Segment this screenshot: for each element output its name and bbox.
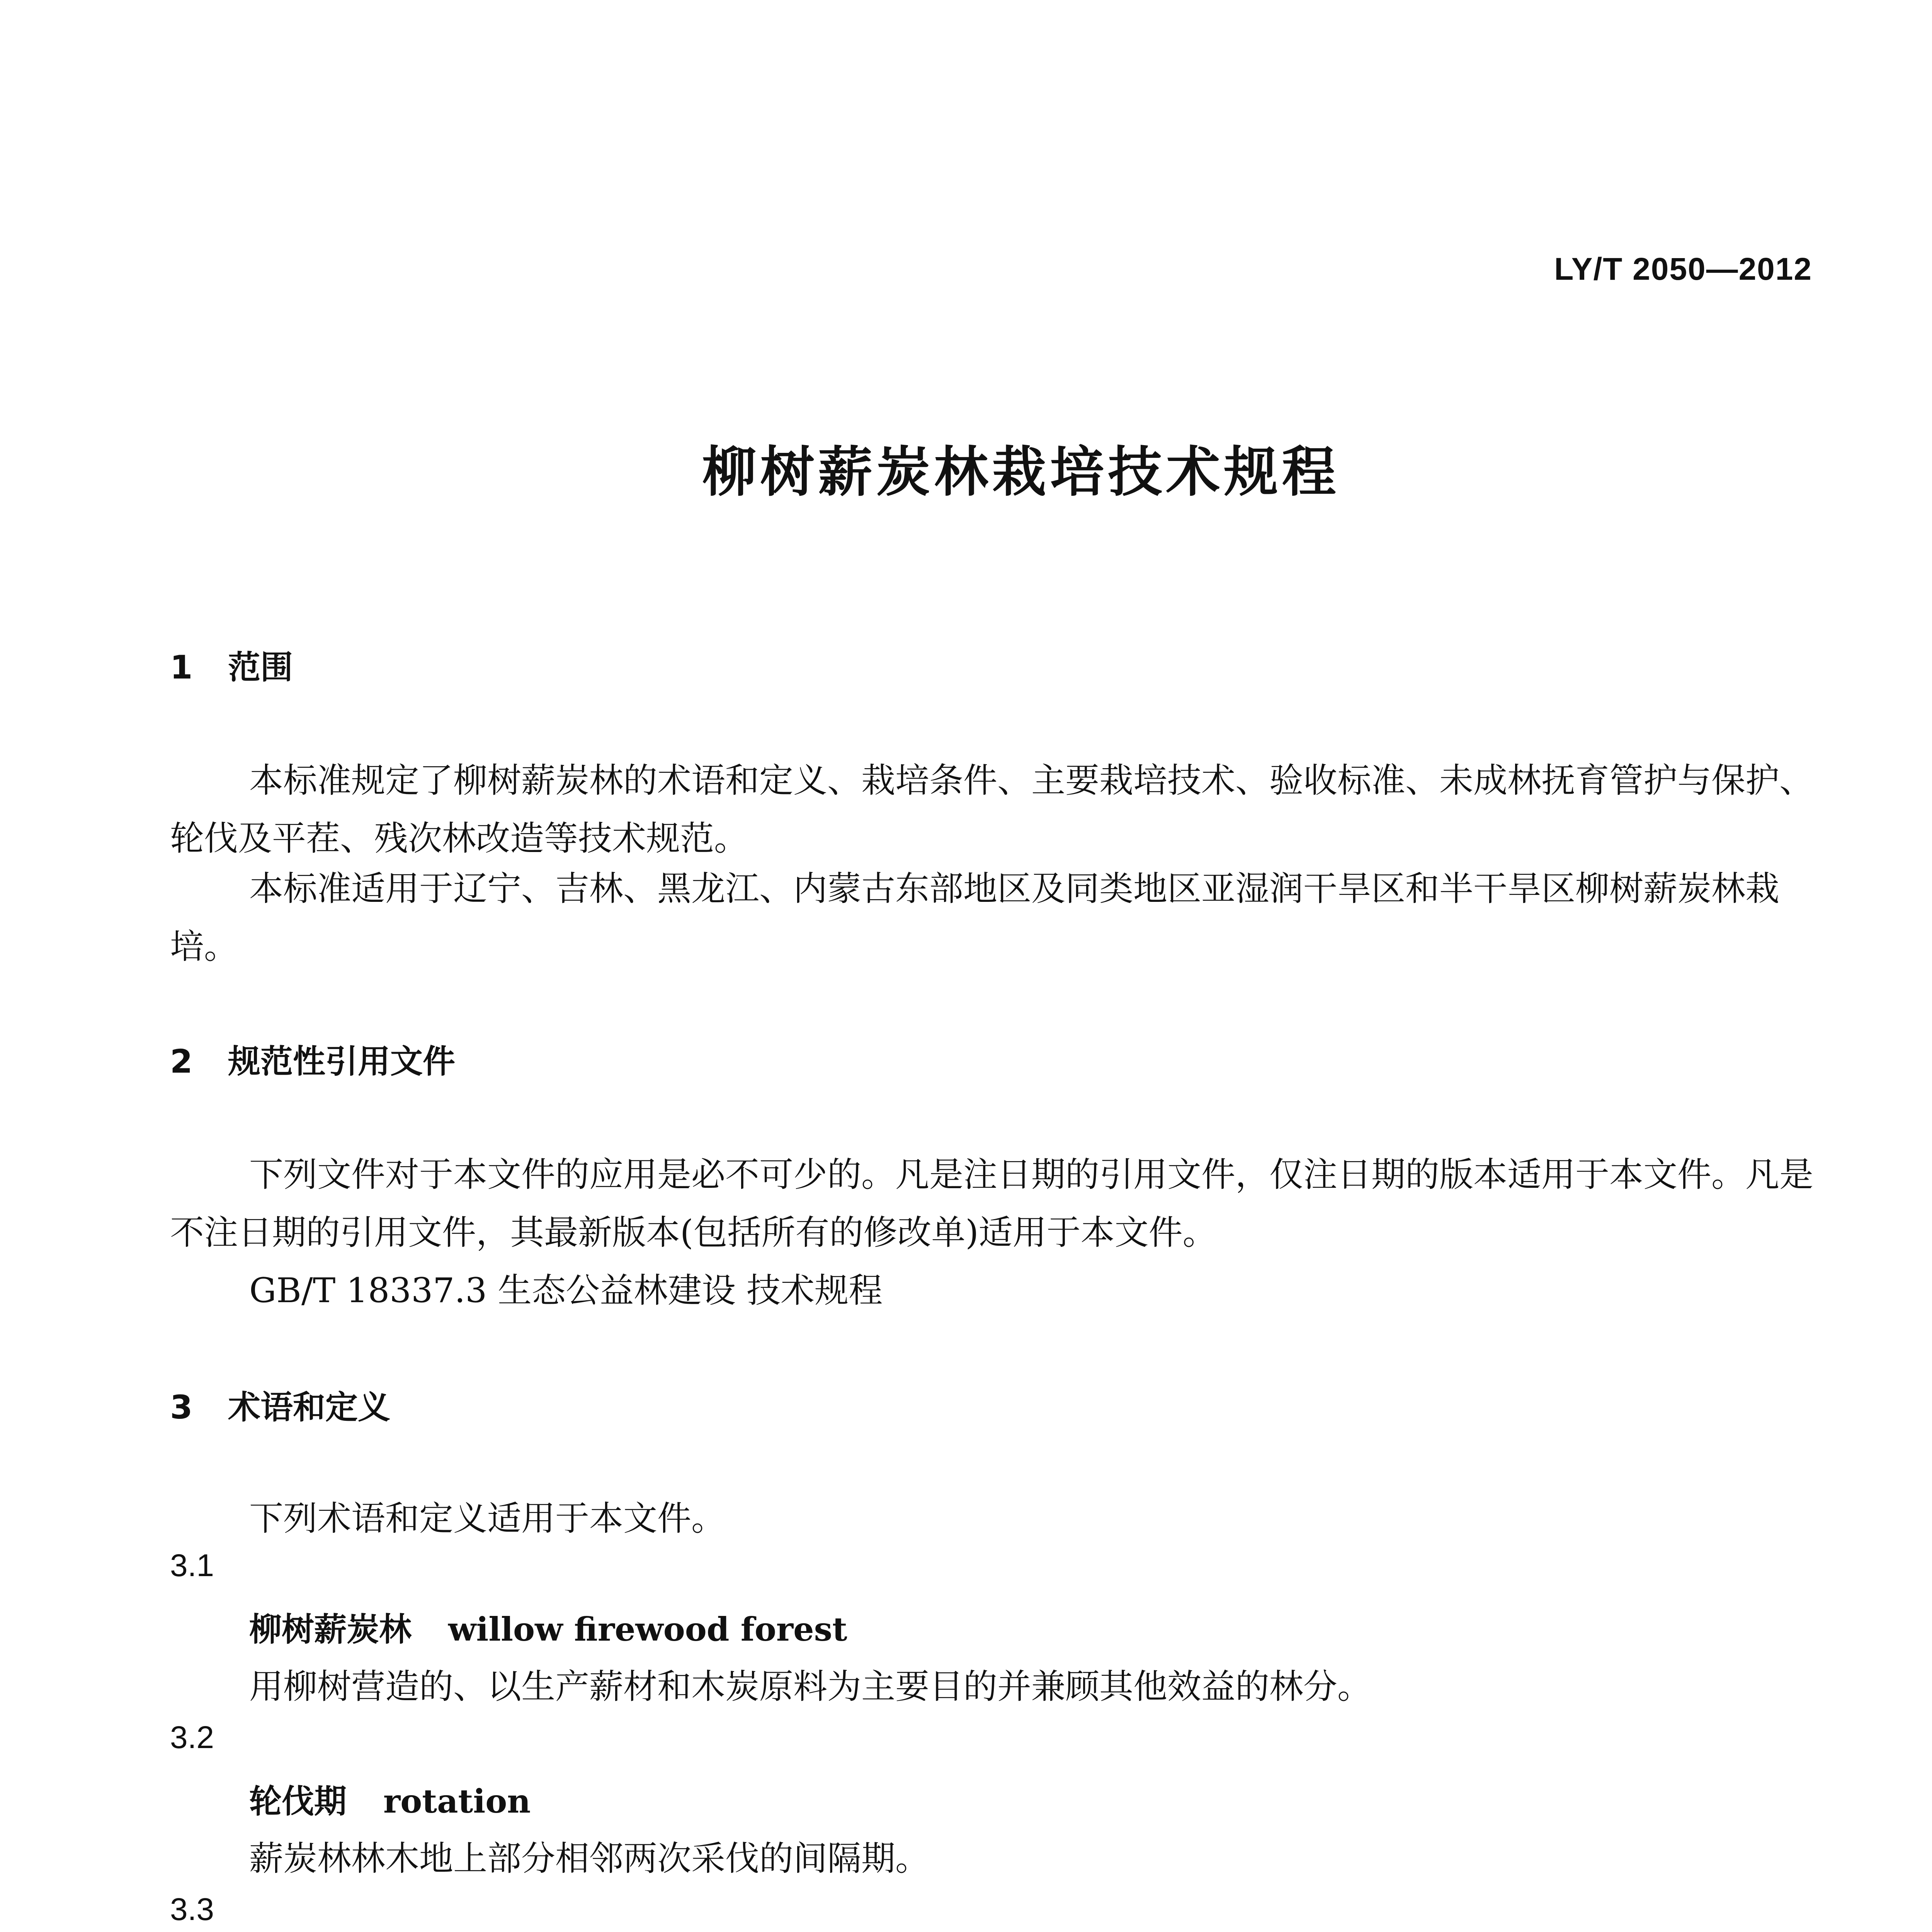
term-en: willow firewood forest xyxy=(448,1610,847,1648)
section-title: 范围 xyxy=(228,648,293,686)
section-number: 2 xyxy=(170,1043,193,1080)
term-entry xyxy=(249,1776,531,1822)
term-number: 3.1 xyxy=(170,1548,214,1583)
section-number: 3 xyxy=(170,1388,193,1426)
term-zh: 柳树薪炭林 xyxy=(249,1610,412,1648)
document-title: 柳树薪炭林栽培技术规程 xyxy=(702,441,1340,504)
term-zh: 轮伐期 xyxy=(249,1782,347,1820)
term-number: 3.2 xyxy=(170,1720,214,1755)
term-definition: 用柳树营造的、以生产薪材和木炭原料为主要目的并兼顾其他效益的林分。 xyxy=(249,1667,1372,1706)
section-number: 1 xyxy=(170,648,193,686)
section-2-paragraph-1: 下列文件对于本文件的应用是必不可少的。凡是注日期的引用文件，仅注日期的版本适用于本文件。凡是不注日期的引用文件，其最新版本(包括所有的修改单)适用于本文件。 xyxy=(170,1155,1814,1252)
section-1-paragraph-2: 本标准适用于辽宁、吉林、黑龙江、内蒙古东部地区及同类地区亚湿润干旱区和半干旱区柳树薪炭林栽培。 xyxy=(170,869,1780,966)
normative-reference: GB/T 18337.3 生态公益林建设 技术规程 xyxy=(249,1270,883,1310)
section-title: 术语和定义 xyxy=(228,1388,391,1426)
section-1-heading xyxy=(170,641,293,688)
section-2-heading xyxy=(170,1036,455,1082)
term-definition: 薪炭林林木地上部分相邻两次采伐的间隔期。 xyxy=(249,1838,930,1878)
terms-intro: 下列术语和定义适用于本文件。 xyxy=(249,1498,726,1538)
term-entry xyxy=(249,1604,847,1650)
standard-code: LY/T 2050—2012 xyxy=(1554,252,1812,287)
term-en: rotation xyxy=(383,1782,531,1820)
section-title: 规范性引用文件 xyxy=(228,1043,456,1080)
term-number: 3.3 xyxy=(170,1892,214,1927)
section-1-paragraph-1: 本标准规定了柳树薪炭林的术语和定义、栽培条件、主要栽培技术、验收标准、未成林抚育管护与保护、轮伐及平茬、残次林改造等技术规范。 xyxy=(170,760,1814,858)
section-3-heading xyxy=(170,1381,390,1428)
